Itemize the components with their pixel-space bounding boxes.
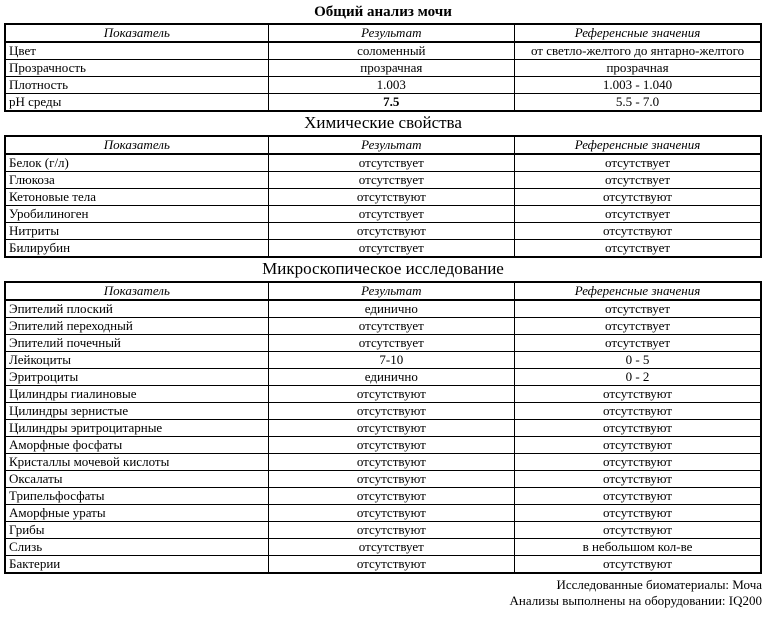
cell-reference: 1.003 - 1.040 (515, 77, 761, 94)
cell-result: отсутствуют (268, 189, 514, 206)
cell-reference: отсутствуют (515, 386, 761, 403)
column-header: Показатель (5, 136, 268, 154)
cell-result: отсутствуют (268, 420, 514, 437)
cell-parameter: Цилиндры гиалиновые (5, 386, 268, 403)
page-title: Общий анализ мочи (314, 4, 452, 20)
cell-reference: 5.5 - 7.0 (515, 94, 761, 112)
cell-reference: отсутствует (515, 172, 761, 189)
cell-result: единично (268, 300, 514, 318)
column-header: Результат (268, 282, 514, 300)
cell-parameter: Слизь (5, 539, 268, 556)
cell-reference: отсутствуют (515, 223, 761, 240)
table-row (5, 539, 761, 556)
table-row (5, 300, 761, 318)
cell-parameter: Аморфные фосфаты (5, 437, 268, 454)
cell-parameter: Кристаллы мочевой кислоты (5, 454, 268, 471)
column-header: Референсные значения (515, 24, 761, 42)
table-row (5, 420, 761, 437)
cell-result: соломенный (268, 42, 514, 60)
cell-reference: отсутствует (515, 154, 761, 172)
cell-result: отсутствуют (268, 522, 514, 539)
cell-parameter: Цилиндры эритроцитарные (5, 420, 268, 437)
cell-parameter: Цвет (5, 42, 268, 60)
report-sections (4, 23, 762, 574)
table-row (5, 318, 761, 335)
cell-parameter: Оксалаты (5, 471, 268, 488)
results-table (4, 281, 762, 574)
table-body (5, 154, 761, 257)
cell-parameter: pH среды (5, 94, 268, 112)
table-row (5, 522, 761, 539)
table-row (5, 60, 761, 77)
table-row (5, 471, 761, 488)
cell-parameter: Аморфные ураты (5, 505, 268, 522)
cell-result: отсутствуют (268, 505, 514, 522)
cell-result: 7-10 (268, 352, 514, 369)
table-row (5, 369, 761, 386)
results-table (4, 23, 762, 112)
table-header-row (5, 136, 761, 154)
cell-result: отсутствуют (268, 386, 514, 403)
cell-reference: отсутствуют (515, 437, 761, 454)
cell-parameter: Эпителий переходный (5, 318, 268, 335)
cell-result: 7.5 (268, 94, 514, 112)
cell-result: отсутствуют (268, 403, 514, 420)
cell-result: 1.003 (268, 77, 514, 94)
cell-reference: отсутствует (515, 206, 761, 223)
cell-result: единично (268, 369, 514, 386)
section-heading: Химические свойства (304, 113, 462, 132)
section-heading: Микроскопическое исследование (262, 259, 504, 278)
cell-parameter: Нитриты (5, 223, 268, 240)
cell-result: отсутствует (268, 206, 514, 223)
cell-reference: отсутствуют (515, 556, 761, 574)
table-row (5, 352, 761, 369)
table-row (5, 154, 761, 172)
table-row (5, 94, 761, 112)
report-footer (4, 577, 762, 608)
column-header: Показатель (5, 282, 268, 300)
table-row (5, 223, 761, 240)
cell-result: отсутствует (268, 318, 514, 335)
results-table (4, 135, 762, 258)
table-row (5, 240, 761, 258)
cell-reference: в небольшом кол-ве (515, 539, 761, 556)
cell-result: отсутствует (268, 240, 514, 258)
table-row (5, 454, 761, 471)
table-row (5, 488, 761, 505)
cell-reference: отсутствует (515, 300, 761, 318)
table-row (5, 556, 761, 574)
footer-biomaterials-note: Исследованные биоматериалы: Моча (556, 577, 762, 592)
table-head (5, 24, 761, 42)
cell-reference: от светло-желтого до янтарно-желтого (515, 42, 761, 60)
table-row (5, 42, 761, 60)
cell-result: отсутствуют (268, 488, 514, 505)
cell-reference: отсутствует (515, 240, 761, 258)
table-body (5, 42, 761, 111)
table-row (5, 403, 761, 420)
cell-reference: отсутствуют (515, 505, 761, 522)
cell-reference: 0 - 2 (515, 369, 761, 386)
table-row (5, 206, 761, 223)
cell-reference: отсутствуют (515, 403, 761, 420)
cell-parameter: Эритроциты (5, 369, 268, 386)
cell-result: отсутствуют (268, 454, 514, 471)
cell-reference: отсутствуют (515, 471, 761, 488)
column-header: Результат (268, 24, 514, 42)
cell-parameter: Трипельфосфаты (5, 488, 268, 505)
cell-result: отсутствуют (268, 556, 514, 574)
cell-parameter: Плотность (5, 77, 268, 94)
cell-parameter: Билирубин (5, 240, 268, 258)
table-row (5, 386, 761, 403)
cell-result: отсутствует (268, 539, 514, 556)
cell-result: отсутствуют (268, 471, 514, 488)
cell-parameter: Глюкоза (5, 172, 268, 189)
table-row (5, 77, 761, 94)
cell-reference: отсутствует (515, 318, 761, 335)
column-header: Результат (268, 136, 514, 154)
cell-result: отсутствует (268, 172, 514, 189)
cell-result: прозрачная (268, 60, 514, 77)
cell-parameter: Эпителий почечный (5, 335, 268, 352)
footer-equipment-note: Анализы выполнены на оборудовании: IQ200 (509, 592, 762, 608)
table-header-row (5, 282, 761, 300)
cell-parameter: Кетоновые тела (5, 189, 268, 206)
table-row (5, 437, 761, 454)
cell-result: отсутствуют (268, 223, 514, 240)
cell-reference: отсутствуют (515, 454, 761, 471)
table-row (5, 189, 761, 206)
cell-parameter: Прозрачность (5, 60, 268, 77)
column-header: Референсные значения (515, 136, 761, 154)
cell-parameter: Уробилиноген (5, 206, 268, 223)
cell-reference: отсутствуют (515, 420, 761, 437)
table-head (5, 136, 761, 154)
cell-parameter: Грибы (5, 522, 268, 539)
table-row (5, 172, 761, 189)
cell-reference: отсутствует (515, 335, 761, 352)
cell-reference: 0 - 5 (515, 352, 761, 369)
table-row (5, 505, 761, 522)
cell-parameter: Белок (г/л) (5, 154, 268, 172)
cell-result: отсутствует (268, 335, 514, 352)
cell-parameter: Лейкоциты (5, 352, 268, 369)
column-header: Показатель (5, 24, 268, 42)
table-header-row (5, 24, 761, 42)
cell-parameter: Цилиндры зернистые (5, 403, 268, 420)
table-body (5, 300, 761, 573)
cell-parameter: Эпителий плоский (5, 300, 268, 318)
column-header: Референсные значения (515, 282, 761, 300)
cell-reference: отсутствуют (515, 189, 761, 206)
cell-result: отсутствует (268, 154, 514, 172)
cell-reference: отсутствуют (515, 488, 761, 505)
cell-reference: отсутствуют (515, 522, 761, 539)
cell-reference: прозрачная (515, 60, 761, 77)
cell-parameter: Бактерии (5, 556, 268, 574)
cell-result: отсутствуют (268, 437, 514, 454)
table-head (5, 282, 761, 300)
table-row (5, 335, 761, 352)
